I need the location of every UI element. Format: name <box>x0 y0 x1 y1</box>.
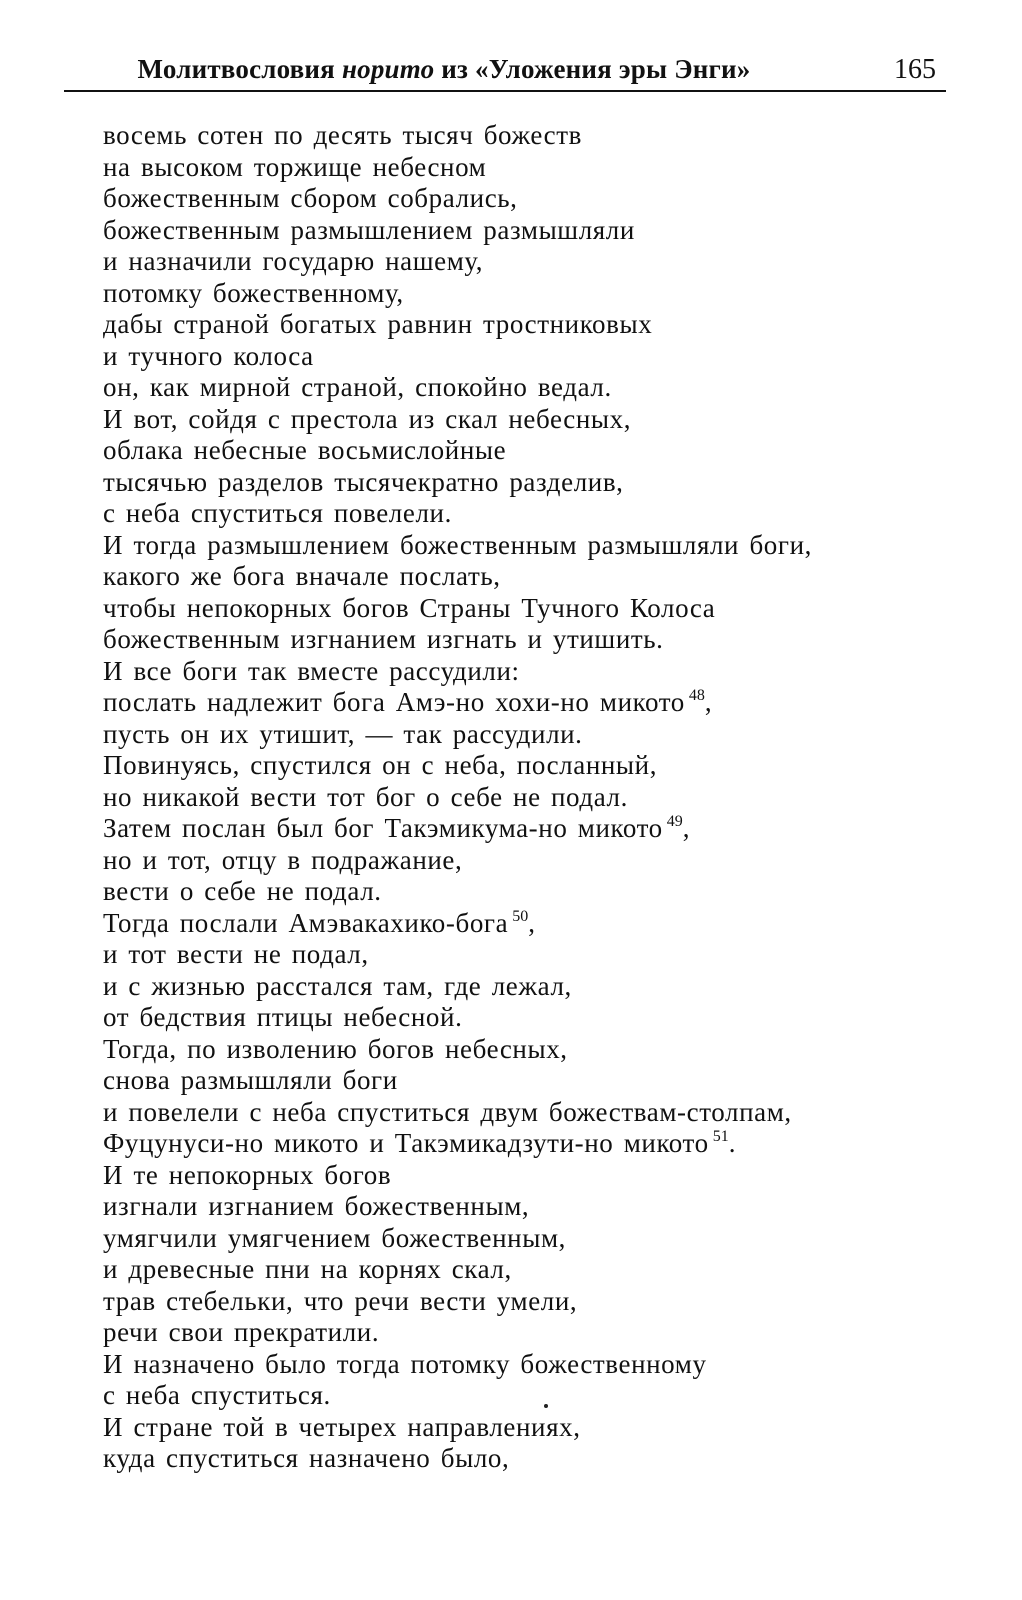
poem-line-text: И все боги так вместе рассудили: <box>103 655 520 686</box>
poem-line <box>103 624 923 656</box>
poem-line-text: на высоком торжище небесном <box>103 151 487 182</box>
poem-line-text: Тогда послали Амэвакахико-бога <box>103 907 509 938</box>
footnote-marker[interactable]: 49 <box>666 813 683 830</box>
poem-line-text: чтобы непокорных богов Страны Тучного Колоса <box>103 592 716 623</box>
poem-line-text: и тот вести не подал, <box>103 939 369 969</box>
poem-line-text: и с жизнью расстался там, где лежал, <box>103 970 572 1001</box>
poem-line-text: И вот, сойдя с престола из скал небесных, <box>103 403 632 434</box>
poem-line-text: облака небесные восьмислойные <box>103 435 507 465</box>
page-header <box>64 54 944 94</box>
poem-line <box>103 813 923 845</box>
poem-line <box>103 1349 923 1381</box>
poem-line-text: тысячью разделов тысячекратно разделив, <box>103 466 624 497</box>
poem-line-text: куда спуститься назначено было, <box>103 1443 510 1473</box>
poem-line <box>103 719 923 751</box>
poem-line <box>103 1065 923 1097</box>
poem-line-text: снова размышляли боги <box>103 1065 398 1095</box>
poem-line-text: с неба спуститься повелели. <box>103 498 452 528</box>
poem-line <box>103 876 923 908</box>
poem-line <box>103 1254 923 1286</box>
poem-line <box>103 1128 923 1160</box>
poem-line <box>103 656 923 688</box>
poem-line-text: и древесные пни на корнях скал, <box>103 1254 512 1284</box>
poem-line-text: восемь сотен по десять тысяч божеств <box>103 120 582 150</box>
poem-line <box>103 1223 923 1255</box>
poem-line-text: но никакой вести тот бог о себе не подал. <box>103 781 628 812</box>
poem-line <box>103 1412 923 1444</box>
poem-line <box>103 404 923 436</box>
poem-line-text: потомку божественному, <box>103 277 404 308</box>
poem-line-text: Затем послан был бог Такэмикума-но микото <box>103 813 663 843</box>
poem-line <box>103 530 923 562</box>
poem-line-text: И стране той в четырех направлениях, <box>103 1411 581 1442</box>
poem-line <box>103 183 923 215</box>
poem-line <box>103 1443 923 1475</box>
poem-line <box>103 341 923 373</box>
page-number: 165 <box>894 54 936 85</box>
print-speck <box>544 1404 548 1408</box>
poem-line <box>103 278 923 310</box>
footnote-marker[interactable]: 50 <box>512 907 529 925</box>
poem-line-text: И тогда размышлением божественным размышляли боги, <box>103 529 812 560</box>
poem-line-text: божественным изгнанием изгнать и утишить. <box>103 624 664 654</box>
poem-line <box>103 971 923 1003</box>
poem-line-text: он, как мирной страной, спокойно ведал. <box>103 372 612 402</box>
poem-line <box>103 309 923 341</box>
poem-line-text: И те непокорных богов <box>103 1159 392 1190</box>
poem-line-text: божественным сбором собрались, <box>103 183 518 213</box>
poem-line <box>103 1034 923 1066</box>
poem-line-text: Повинуясь, спустился он с неба, посланный, <box>103 750 658 780</box>
poem-line-text: речи свои прекратили. <box>103 1317 380 1347</box>
poem-line <box>103 372 923 404</box>
poem-line-text: вести о себе не подал. <box>103 876 382 906</box>
footnote-marker[interactable]: 51 <box>712 1128 729 1145</box>
poem-line <box>103 845 923 877</box>
poem-line-text: какого же бога вначале послать, <box>103 561 501 591</box>
poem-line-text: Фуцунуси-но микото и Такэмикадзути-но микото <box>103 1128 709 1158</box>
header-rule <box>64 90 946 92</box>
poem-line <box>103 1002 923 1034</box>
poem-line <box>103 687 923 719</box>
poem-line <box>103 120 923 152</box>
poem-line <box>103 750 923 782</box>
poem-line-text: и тучного колоса <box>103 340 314 371</box>
poem-line-text: от бедствия птицы небесной. <box>103 1002 463 1032</box>
poem-line-punctuation: . <box>728 1128 737 1158</box>
poem-line-text: но и тот, отцу в подражание, <box>103 844 463 875</box>
running-title <box>64 54 824 85</box>
poem-line-text: трав стебельки, что речи вести умели, <box>103 1285 578 1316</box>
footnote-marker[interactable]: 48 <box>688 687 705 704</box>
poem-line <box>103 1160 923 1192</box>
poem-line-punctuation: , <box>704 687 713 717</box>
poem-line <box>103 152 923 184</box>
poem-line-text: умягчили умягчением божественным, <box>103 1222 566 1253</box>
poem-line-text: Тогда, по изволению богов небесных, <box>103 1033 568 1064</box>
poem-line-text: божественным размышлением размышляли <box>103 214 635 245</box>
poem-line <box>103 1380 923 1412</box>
poem-line <box>103 1191 923 1223</box>
poem-line <box>103 908 923 940</box>
poem-line <box>103 1317 923 1349</box>
poem-line <box>103 782 923 814</box>
poem-line <box>103 246 923 278</box>
poem-line-text: и повелели с неба спуститься двум божествам-столпам, <box>103 1096 792 1127</box>
poem-line-text: И назначено было тогда потомку божественному <box>103 1348 707 1379</box>
poem-line-text: и назначили государю нашему, <box>103 246 484 276</box>
poem-line <box>103 561 923 593</box>
poem-line-text: послать надлежит бога Амэ-но хохи-но микото <box>103 687 685 717</box>
running-title-italic: норито <box>341 54 435 84</box>
poem-line <box>103 467 923 499</box>
running-title-part1: Молитвословия <box>137 54 342 84</box>
poem-line-punctuation: , <box>528 907 536 938</box>
poem-line <box>103 435 923 467</box>
poem-line <box>103 593 923 625</box>
poem-line-text: с неба спуститься. <box>103 1380 331 1410</box>
poem-line-text: пусть он их утишит, — так рассудили. <box>103 718 583 749</box>
running-title-part2: из «Уложения эры Энги» <box>434 54 751 84</box>
poem-line <box>103 1097 923 1129</box>
poem-line-punctuation: , <box>682 813 691 843</box>
poem-line <box>103 215 923 247</box>
poem-text <box>103 120 923 1475</box>
poem-line <box>103 939 923 971</box>
poem-line <box>103 1286 923 1318</box>
poem-line <box>103 498 923 530</box>
poem-line-text: изгнали изгнанием божественным, <box>103 1191 530 1221</box>
poem-line-text: дабы страной богатых равнин тростниковых <box>103 309 653 339</box>
